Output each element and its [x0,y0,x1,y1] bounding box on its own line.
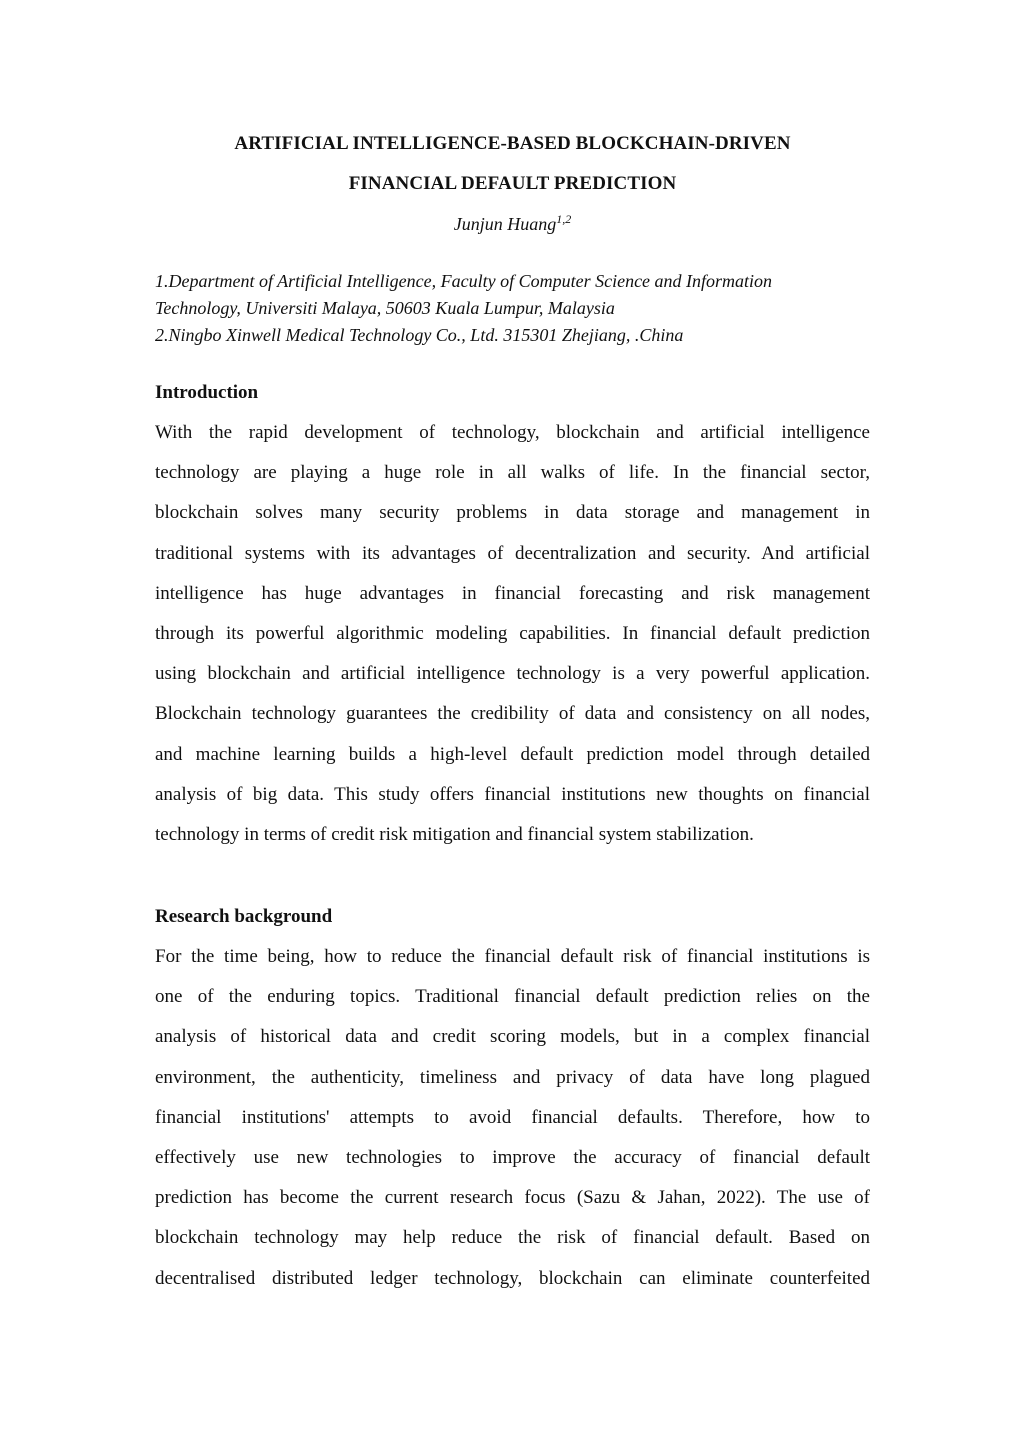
paragraph-line: intelligence has huge advantages in financial forecasting and risk management [155,582,870,604]
paragraph-line: blockchain solves many security problems in data storage and management in [155,502,870,524]
paragraph-line: environment, the authenticity, timeliness and privacy of data have long plagued [155,1066,870,1088]
introduction-paragraph [155,413,870,855]
paragraph-line: prediction has become the current research focus (Sazu & Jahan, 2022). The use of [155,1187,870,1209]
paragraph-line: analysis of big data. This study offers financial institutions new thoughts on financial [155,783,870,805]
section-heading-introduction: Introduction [155,382,259,403]
author-affiliation-marks: 1,2 [556,212,572,226]
paragraph-line: technology are playing a huge role in all walks of life. In the financial sector, [155,462,870,484]
affiliation-line-3: 2.Ningbo Xinwell Medical Technology Co., Ltd. 315301 Zhejiang, .China [155,325,684,345]
paragraph-line: effectively use new technologies to improve the accuracy of financial default [155,1146,870,1168]
author-line [155,214,870,235]
section-heading-research-background: Research background [155,906,333,927]
paper-title-line-2: FINANCIAL DEFAULT PREDICTION [348,173,677,194]
affiliation-line-1: 1.Department of Artificial Intelligence, Faculty of Computer Science and Information [155,271,773,291]
paragraph-line: analysis of historical data and credit scoring models, but in a complex financial [155,1026,870,1048]
paragraph-line: With the rapid development of technology, blockchain and artificial intelligence [155,422,870,443]
paper-title-line-1: ARTIFICIAL INTELLIGENCE-BASED BLOCKCHAIN-DRIVEN [234,133,791,154]
author-name: Junjun Huang [453,214,557,234]
paragraph-line: one of the enduring topics. Traditional financial default prediction relies on the [155,986,870,1008]
paragraph-line: using blockchain and artificial intelligence technology is a very powerful application. [155,663,870,685]
paragraph-line: Blockchain technology guarantees the credibility of data and consistency on all nodes, [155,703,870,725]
paragraph-line: through its powerful algorithmic modeling capabilities. In financial default prediction [155,622,870,644]
paragraph-line: technology in terms of credit risk mitigation and financial system stabilization. [155,823,754,845]
paragraph-line: financial institutions' attempts to avoid financial defaults. Therefore, how to [155,1106,870,1128]
paragraph-line: traditional systems with its advantages of decentralization and security. And artificial [155,542,870,564]
paragraph-line: For the time being, how to reduce the financial default risk of financial institutions is [155,946,870,967]
paragraph-line: blockchain technology may help reduce the risk of financial default. Based on [155,1227,870,1249]
paragraph-line: decentralised distributed ledger technology, blockchain can eliminate counterfeited [155,1267,870,1289]
paragraph-line: and machine learning builds a high-level default prediction model through detailed [155,743,870,765]
affiliation-line-2: Technology, Universiti Malaya, 50603 Kuala Lumpur, Malaysia [155,298,615,318]
research-background-paragraph [155,937,870,1299]
